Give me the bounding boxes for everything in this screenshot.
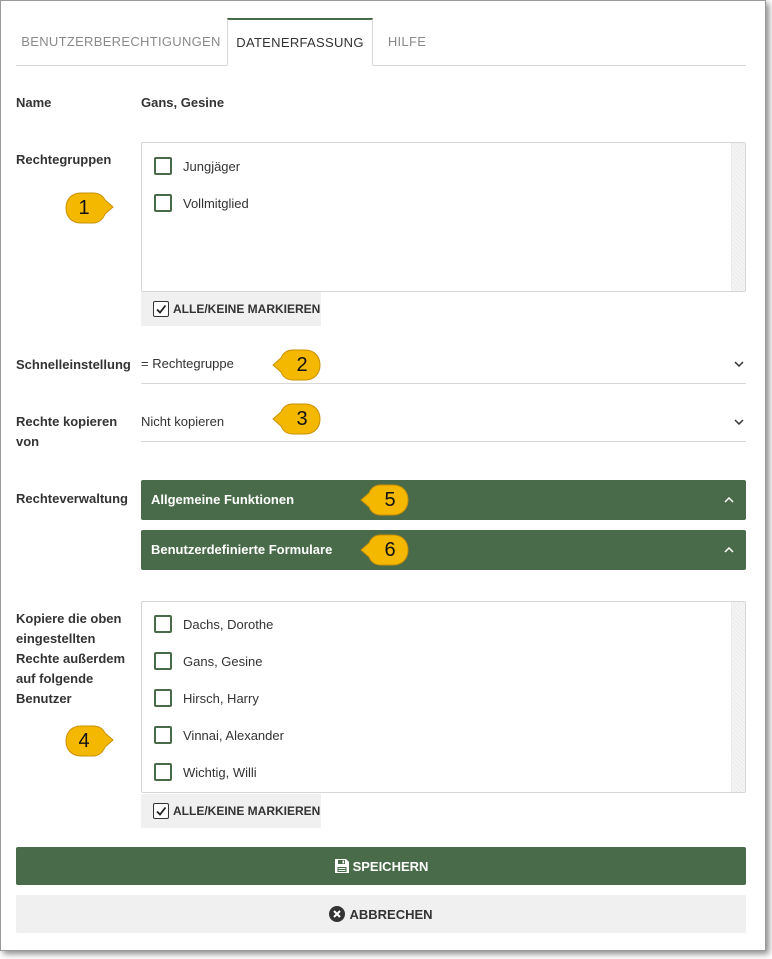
accordion-benutzerdefinierte-formulare[interactable] bbox=[141, 530, 746, 570]
chevron-down-icon bbox=[732, 344, 746, 384]
benutzer-item[interactable] bbox=[154, 725, 284, 745]
select-value: Nicht kopieren bbox=[141, 414, 225, 429]
toggle-all-label: ALLE/KEINE MARKIEREN bbox=[173, 804, 321, 818]
checkmark-icon bbox=[153, 301, 169, 317]
callout-marker-4 bbox=[63, 723, 115, 759]
callout-number: 2 bbox=[296, 354, 308, 376]
name-label: Name bbox=[16, 95, 52, 110]
kopiere-benutzer-label: Kopiere die oben eingestellten Rechte außerdem auf folgende Benutzer bbox=[16, 611, 126, 706]
callout-marker-3 bbox=[271, 401, 323, 437]
checkbox-label: Dachs, Dorothe bbox=[183, 616, 274, 632]
benutzer-list bbox=[141, 601, 746, 793]
schnelleinstellung-select[interactable] bbox=[141, 344, 746, 384]
cancel-label: ABBRECHEN bbox=[349, 906, 433, 922]
accordion-allgemeine-funktionen[interactable] bbox=[141, 480, 746, 520]
tab-bar bbox=[16, 18, 746, 66]
benutzer-item[interactable] bbox=[154, 614, 273, 634]
checkbox[interactable] bbox=[154, 194, 172, 212]
accordion-title: Allgemeine Funktionen bbox=[151, 492, 295, 507]
callout-marker-6 bbox=[359, 532, 411, 568]
checkbox-label: Jungjäger bbox=[183, 158, 241, 174]
rechte-kopieren-select[interactable] bbox=[141, 402, 746, 442]
callout-number: 4 bbox=[78, 730, 90, 752]
callout-number: 3 bbox=[296, 408, 308, 430]
name-value: Gans, Gesine bbox=[141, 95, 225, 110]
checkbox[interactable] bbox=[154, 615, 172, 633]
scrollbar[interactable] bbox=[731, 602, 745, 792]
chevron-up-icon bbox=[724, 530, 734, 570]
save-button[interactable] bbox=[16, 847, 746, 885]
checkbox[interactable] bbox=[154, 689, 172, 707]
checkbox[interactable] bbox=[154, 652, 172, 670]
cancel-button[interactable] bbox=[16, 895, 746, 933]
schnelleinstellung-label: Schnelleinstellung bbox=[16, 357, 131, 372]
checkbox-label: Hirsch, Harry bbox=[183, 690, 259, 706]
scrollbar[interactable] bbox=[731, 143, 745, 291]
floppy-disk-icon bbox=[334, 858, 350, 874]
rechtegruppe-item-jungjaeger[interactable] bbox=[154, 156, 240, 176]
benutzer-item[interactable] bbox=[154, 762, 257, 782]
checkbox[interactable] bbox=[154, 763, 172, 781]
checkbox-label: Gans, Gesine bbox=[183, 653, 263, 669]
rechtegruppen-list bbox=[141, 142, 746, 292]
checkmark-icon bbox=[153, 803, 169, 819]
rechtegruppen-toggle-all-button[interactable] bbox=[141, 292, 321, 326]
callout-marker-1 bbox=[63, 190, 115, 226]
accordion-title: Benutzerdefinierte Formulare bbox=[151, 542, 333, 557]
callout-number: 5 bbox=[384, 489, 396, 511]
rechtegruppen-label: Rechtegruppen bbox=[16, 152, 112, 167]
checkbox-label: Vollmitglied bbox=[183, 195, 249, 211]
callout-number: 6 bbox=[384, 539, 396, 561]
close-circle-icon bbox=[329, 906, 345, 922]
checkbox-label: Wichtig, Willi bbox=[183, 764, 257, 780]
rechtegruppe-item-vollmitglied[interactable] bbox=[154, 193, 249, 213]
rechte-kopieren-label: Rechte kopieren von bbox=[16, 414, 118, 449]
callout-marker-2 bbox=[271, 347, 323, 383]
tab-hilfe[interactable]: HILFE bbox=[387, 34, 427, 49]
save-label: SPEICHERN bbox=[352, 858, 429, 874]
tab-datenerfassung[interactable]: DATENERFASSUNG bbox=[227, 18, 373, 66]
chevron-up-icon bbox=[724, 480, 734, 520]
tab-benutzerberechtigungen[interactable]: BENUTZERBERECHTIGUNGEN bbox=[21, 34, 221, 49]
benutzer-toggle-all-button[interactable] bbox=[141, 794, 321, 828]
checkbox[interactable] bbox=[154, 726, 172, 744]
toggle-all-label: ALLE/KEINE MARKIEREN bbox=[173, 302, 321, 316]
callout-marker-5 bbox=[359, 482, 411, 518]
checkbox-label: Vinnai, Alexander bbox=[183, 727, 284, 743]
callout-number: 1 bbox=[78, 197, 90, 219]
checkbox[interactable] bbox=[154, 157, 172, 175]
benutzer-item[interactable] bbox=[154, 688, 259, 708]
rechteverwaltung-label: Rechteverwaltung bbox=[16, 491, 128, 506]
benutzer-item[interactable] bbox=[154, 651, 263, 671]
select-value: = Rechtegruppe bbox=[141, 356, 234, 371]
chevron-down-icon bbox=[732, 402, 746, 442]
